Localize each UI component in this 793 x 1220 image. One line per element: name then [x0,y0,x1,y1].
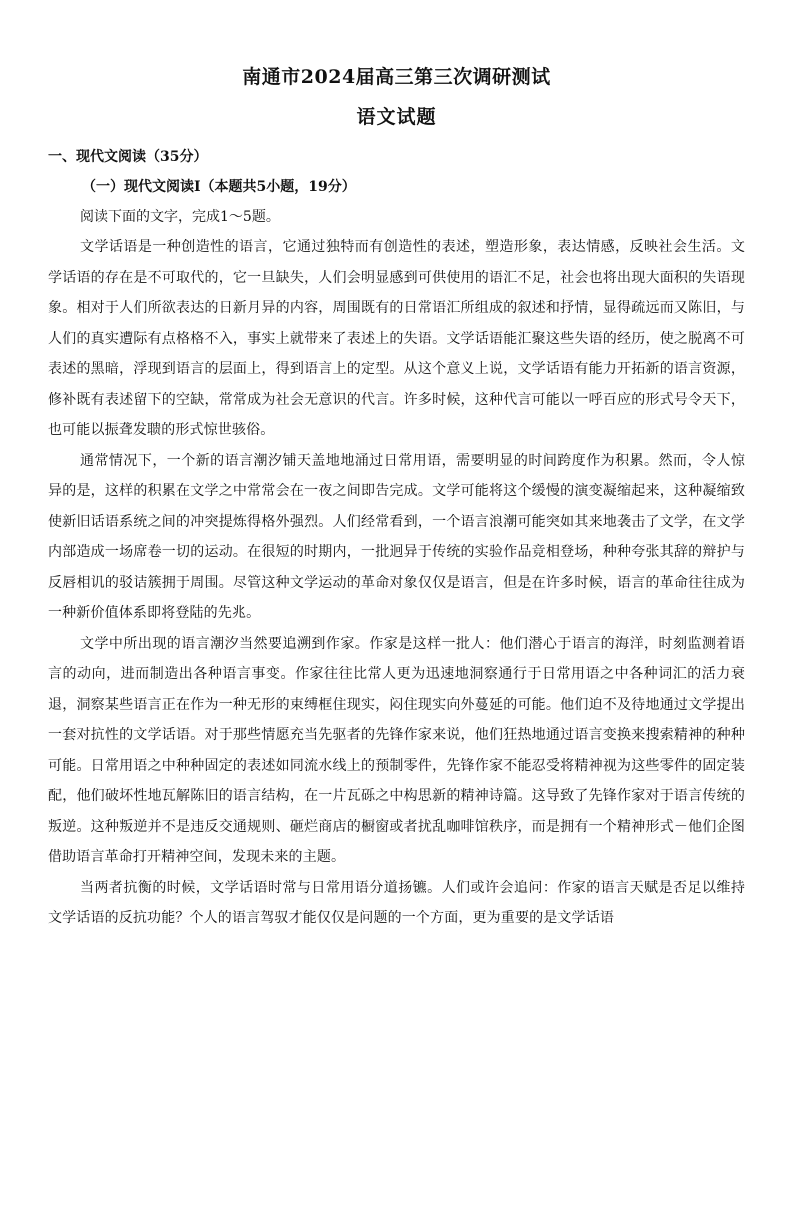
subsection-heading: （一）现代文阅读Ⅰ（本题共5小题，19分） [82,179,356,195]
exam-subtitle: 语文试题 [356,106,437,128]
passage-paragraph: 通常情况下，一个新的语言潮汐铺天盖地地涌过日常用语，需要明显的时间跨度作为积累。然而，令人惊异的是，这样的积累在文学之中常常会在一夜之间即告完成。文学可能将这个缓慢的演变凝缩起来，这种凝缩致使新旧话语系统之间的冲突提炼得格外强烈。人们经常看到，一个语言浪潮可能突如其来地袭击了文学，在文学内部造成一场席卷一切的运动。在很短的时期内，一批迥异于传统的实验作品竞相登场，种种夸张其辞的辩护与反唇相讥的驳诘簇拥于周围。尽管这种文学运动的革命对象仅仅是语言，但是在许多时候，语言的革命往往成为一种新价值体系即将登陆的先兆。 [48,452,745,621]
section-heading: 一、现代文阅读（35分） [48,149,208,165]
passage-paragraph: 当两者抗衡的时候，文学话语时常与日常用语分道扬镳。人们或许会追问：作家的语言天赋是否足以维持文学话语的反抗功能？个人的语言驾驭才能仅仅是问题的一个方面，更为重要的是文学话语 [48,879,745,926]
passage-paragraph: 文学中所出现的语言潮汐当然要追溯到作家。作家是这样一批人：他们潜心于语言的海洋，时刻监测着语言的动向，进而制造出各种语言事变。作家往往比常人更为迅速地洞察通行于日常用语之中各种词汇的活力衰退，洞察某些语言正在作为一种无形的束缚框住现实，闷住现实向外蔓延的可能。他们迫不及待地通过文学提出一套对抗性的文学话语。对于那些情愿充当先驱者的先锋作家来说，他们狂热地通过语言变换来搜索精神的种种可能。日常用语之中种种固定的表述如同流水线上的预制零件，先锋作家不能忍受将精神视为这些零件的固定装配，他们破坏性地瓦解陈旧的语言结构，在一片瓦砾之中构思新的精神诗篇。这导致了先锋作家对于语言传统的叛逆。这种叛逆并不是违反交通规则、砸烂商店的橱窗或者扰乱咖啡馆秩序，而是拥有一个精神形式－他们企图借助语言革命打开精神空间，发现未来的主题。 [48,635,745,865]
passage-paragraph: 文学话语是一种创造性的语言，它通过独特而有创造性的表述，塑造形象，表达情感，反映社会生活。文学话语的存在是不可取代的，它一旦缺失，人们会明显感到可供使用的语汇不足，社会也将出现大面积的失语现象。相对于人们所欲表达的日新月异的内容，周围既有的日常语汇所组成的叙述和抒情，显得疏远而又陈旧，与人们的真实遭际有点格格不入，事实上就带来了表述上的失语。文学话语能汇聚这些失语的经历，使之脱离不可表述的黑暗，浮现到语言的层面上，得到语言上的定型。从这个意义上说，文学话语有能力开拓新的语言资源，修补既有表述留下的空缺，常常成为社会无意识的代言。许多时候，这种代言可能以一呼百应的形式号令天下，也可能以振聋发聩的形式惊世骇俗。 [48,239,745,438]
exam-title: 南通市2024届高三第三次调研测试 [242,66,551,88]
reading-instruction: 阅读下面的文字，完成1～5题。 [80,209,280,225]
